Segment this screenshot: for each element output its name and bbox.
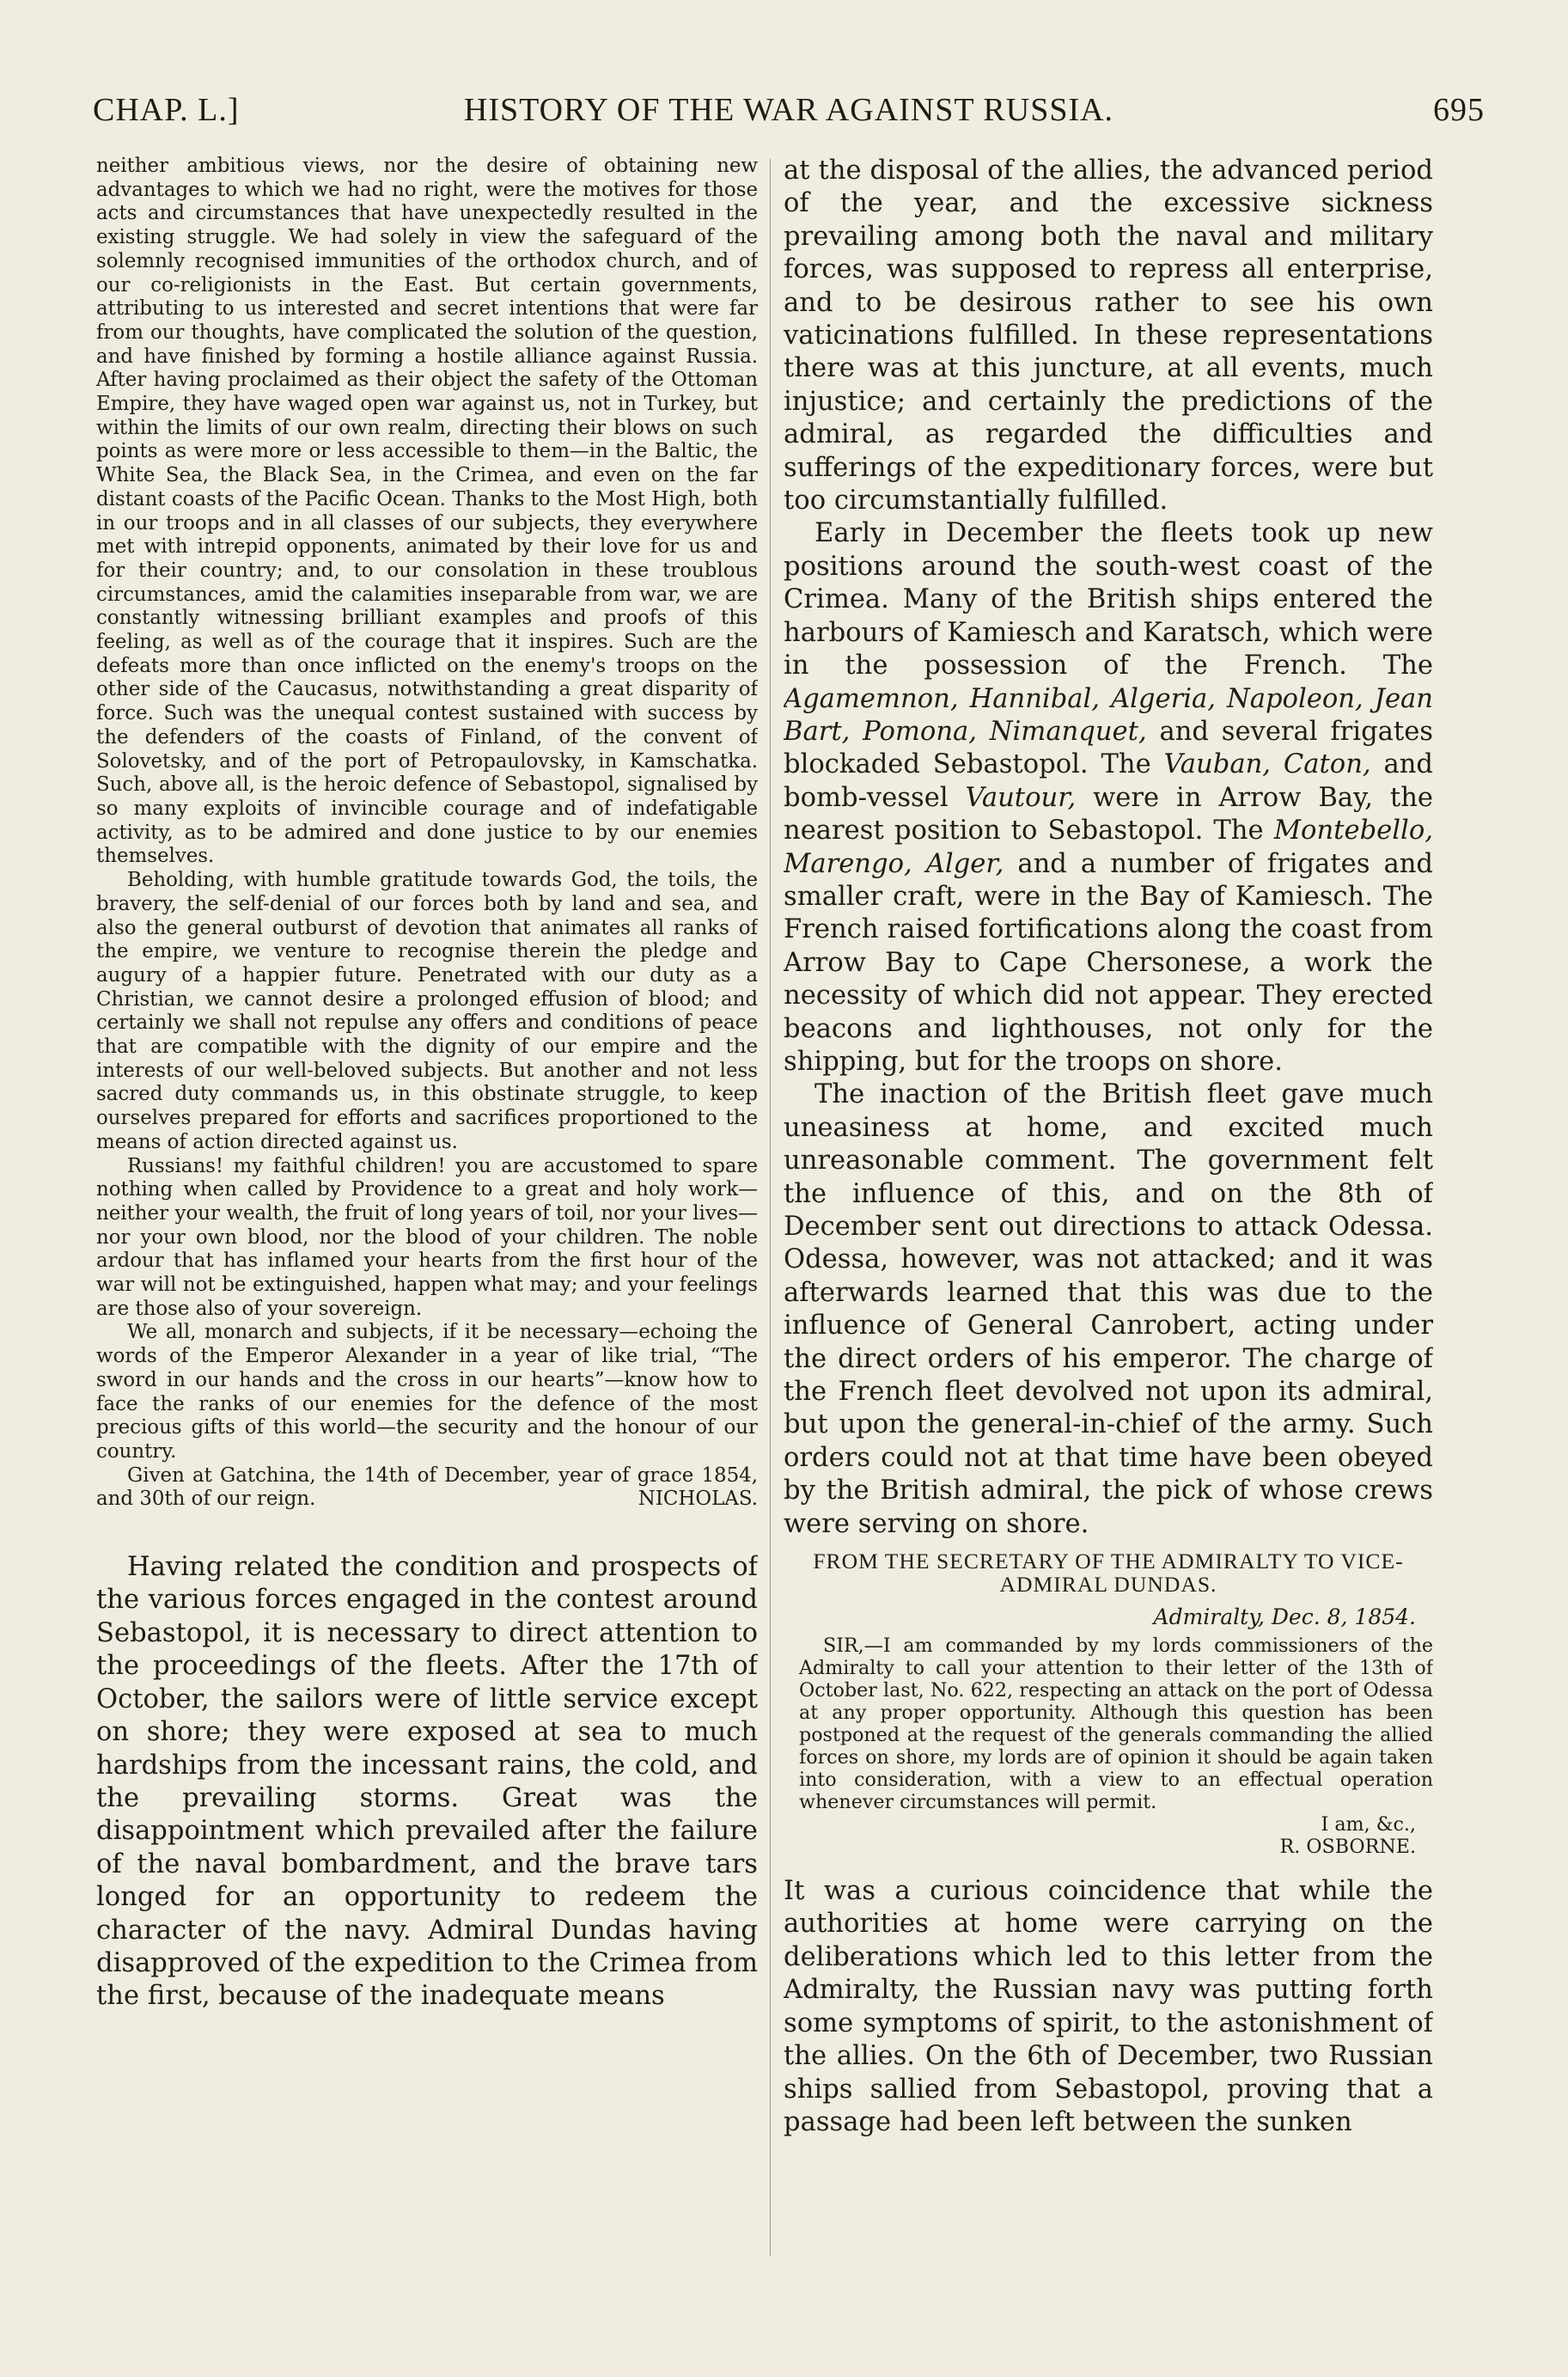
narrative-continued — [784, 155, 1433, 1541]
letter-closing: I am, &c., — [1321, 1813, 1416, 1836]
text-run: and bomb-vessel — [784, 749, 1433, 813]
letter-signature: R. OSBORNE. — [1279, 1836, 1416, 1859]
closing-text: Given at Gatchina, the 14th of December, year of grace 1854, and 30th of our reign. — [96, 1463, 758, 1511]
text-run: Early in December the fleets took up new positions around the south-west coast of the Crimea. Many of the British ships entered the harbours of Kamiesch and Karatsch, which were in the possession of the French. The — [784, 518, 1433, 681]
fleet-positions-paragraph — [784, 517, 1433, 1079]
narrative-paragraph: The inaction of the British fleet gave much uneasiness at home, and excited much unreasonable comment. The government felt the influence of this, and on the 8th of December sent out directions to attack Odessa. Odessa, however, was not attacked; and it was afterwards learned that this was due to the influence of General Canrobert, acting under the direct orders of his emperor. The charge of the French fleet devolved not upon its admiral, but upon the general-in-chief of the army. Such orders could not at that time have been obeyed by the British admiral, the pick of whose crews were serving on shore. — [784, 1079, 1433, 1539]
narrative-section — [96, 1551, 758, 2013]
narrative-after-letter — [784, 1875, 1433, 2139]
ship-names: Agamemnon, Hannibal, Algeria, Napoleon, Jean Bart, Pomona, Nimanquet, — [784, 683, 1433, 747]
ship-names: Montebello, Marengo, Alger, — [784, 816, 1433, 879]
narrative-paragraph: It was a curious coincidence that while the authorities at home were carrying on the deliberations which led to this letter from the Admiralty, the Russian navy was putting forth some symptoms of spirit, to the astonishment of the allies. On the 6th of December, two Russian ships sallied from Sebastopol, proving that a passage had been left between the sunken — [784, 1876, 1433, 2137]
letter-dateline: Admiralty, Dec. 8, 1854. — [1153, 1604, 1416, 1630]
chapter-label: CHAP. L.] — [93, 92, 240, 128]
signature-nicholas: NICHOLAS. — [638, 1488, 758, 1511]
proclamation-closing — [96, 1464, 758, 1512]
narrative-paragraph: Having related the condition and prospects of the various forces engaged in the contest around Sebastopol, it is necessary to direct attention to the proceedings of the fleets. After the 17th of October, the sailors were of little service except on shore; they were exposed at sea to much hardships from the incessant rains, the cold, and the prevailing storms. Great was the disappointment which prevailed after the failure of the naval bombardment, and the brave tars longed for an opportunity to redeem the character of the navy. Admiral Dundas having disapproved of the expedition to the Crimea from the first, because of the inadequate means — [96, 1552, 758, 2012]
proclamation-paragraph: neither ambitious views, nor the desire of obtaining new advantages to which we had no right, were the motives for those acts and circumstances that have unexpectedly resulted in the existing struggle. We had solely in view the safeguard of the solemnly recognised immunities of the orthodox church, and of our co-religionists in the East. But certain governments, attributing to us interested and secret intentions that were far from our thoughts, have complicated the solution of the question, and have finished by forming a hostile alliance against Russia. After having proclaimed as their object the safety of the Ottoman Empire, they have waged open war against us, not in Turkey, but within the limits of our own realm, directing their blows on such points as were more or less accessible to them—in the Baltic, the White Sea, the Black Sea, in the Crimea, and even on the far distant coasts of the Pacific Ocean. Thanks to the Most High, both in our troops and in all classes of our subjects, they everywhere met with intrepid opponents, animated by their love for us and for their country; and, to our consolation in these troublous circumstances, amid the calamities inseparable from war, we are constantly witnessing brilliant examples and proofs of this feeling, as well as of the courage that it inspires. Such are the defeats more than once inflicted on the enemy's troops on the other side of the Caucasus, notwithstanding a great disparity of force. Such was the unequal contest sustained with success by the defenders of the coasts of Finland, of the convent of Solovetsky, and of the port of Petropaulovsky, in Kamschatka. Such, above all, is the heroic defence of Sebastopol, signalised by so many exploits of invincible courage and of indefatigable activity, as to be admired and done justice to by our enemies themselves. — [96, 155, 758, 868]
ship-names: Vauban, Caton, — [1163, 749, 1371, 780]
text-run: were in Arrow Bay, the nearest position to Sebastopol. The — [784, 782, 1433, 846]
admiralty-letter — [784, 1549, 1433, 1858]
column-divider — [770, 159, 771, 2256]
text-run: and several frigates blockaded Sebastopol. The — [784, 716, 1433, 780]
ship-names: Vautour, — [965, 782, 1077, 813]
proclamation-paragraph: Beholding, with humble gratitude towards God, the toils, the bravery, the self-denial of our forces both by land and sea, and also the general outburst of devotion that animates all ranks of the empire, we venture to recognise therein the pledge and augury of a happier future. Penetrated with our duty as a Christian, we cannot desire a prolonged effusion of blood; and certainly we shall not repulse any offers and conditions of peace that are compatible with the dignity of our empire and the interests of our well-beloved subjects. But another and not less sacred duty commands us, in this obstinate struggle, to keep ourselves prepared for efforts and sacrifices proportioned to the means of action directed against us. — [96, 869, 758, 1153]
letter-body: SIR,—I am commanded by my lords commissioners of the Admiralty to call your attention to their letter of the 13th of October last, No. 622, respecting an attack on the port of Odessa at any proper opportunity. Although this question has been postponed at the request of the generals commanding the allied forces on shore, my lords are of opinion it should be again taken into consideration, with a view to an effectual operation whenever circumstances will permit. — [799, 1635, 1433, 1814]
right-column — [784, 155, 1433, 2269]
page-title: HISTORY OF THE WAR AGAINST RUSSIA. — [463, 92, 1114, 128]
proclamation-paragraph: Russians! my faithful children! you are accustomed to spare nothing when called by Providence to a great and holy work—neither your wealth, the fruit of long years of toil, nor your lives—nor your own blood, nor the blood of your children. The noble ardour that has inflamed your hearts from the first hour of the war will not be extinguished, happen what may; and your feelings are those also of your sovereign. — [96, 1154, 758, 1320]
proclamation-paragraph: We all, monarch and subjects, if it be necessary—echoing the words of the Emperor Alexander in a year of like trial, “The sword in our hands and the cross in our hearts”—know how to face the ranks of our enemies for the defence of the most precious gifts of this world—the security and the honour of our country. — [96, 1321, 758, 1463]
proclamation — [96, 155, 758, 1512]
text-run: and a number of frigates and smaller craft, were in the Bay of Kamiesch. The French raised fortifications along the coast from Arrow Bay to Cape Chersonese, a work the necessity of which did not appear. They erected beacons and lighthouses, not only for the shipping, but for the troops on shore. — [784, 848, 1433, 1077]
running-header — [93, 82, 1485, 134]
left-column — [96, 155, 758, 2269]
page-number: 695 — [1433, 92, 1485, 128]
narrative-paragraph: at the disposal of the allies, the advanced period of the year, and the excessive sickness prevailing among both the naval and military forces, was supposed to repress all enterprise, and to be desirous rather to see his own vaticinations fulfilled. In these representations there was at this juncture, at all events, much injustice; and certainly the predictions of the admiral, as regarded the difficulties and sufferings of the expeditionary forces, were but too circumstantially fulfilled. — [784, 156, 1433, 516]
letter-heading: FROM THE SECRETARY OF THE ADMIRALTY TO VICE-ADMIRAL DUNDAS. — [813, 1549, 1404, 1598]
